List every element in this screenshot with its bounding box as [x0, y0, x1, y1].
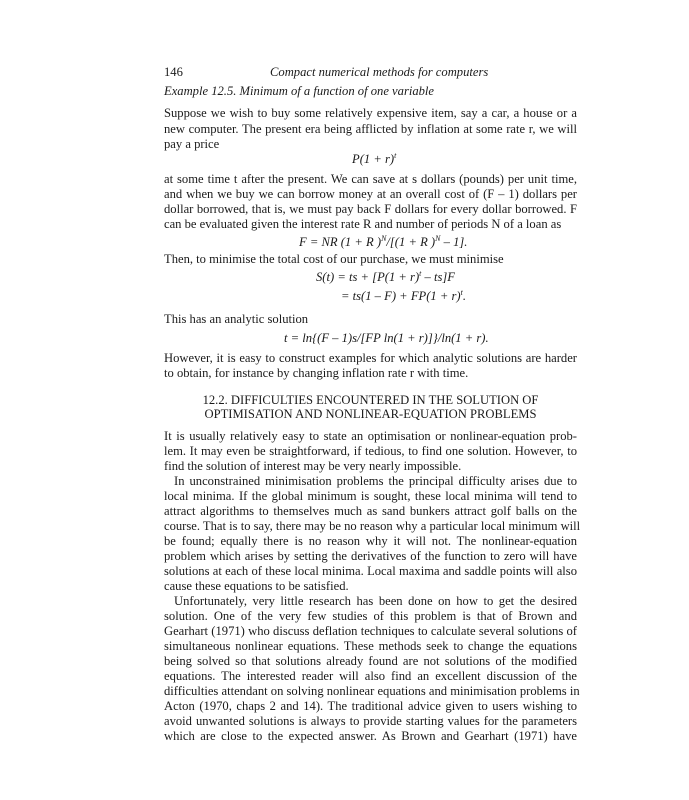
equation-price: $P(1 + r)^t$ — [352, 151, 397, 166]
text-line: solution. One of the very few studies of this problem is that of Brown and — [164, 609, 577, 623]
text-line: and when we buy we can borrow money at an overall cost of (F – 1) dollars per — [164, 187, 577, 201]
running-title: Compact numerical methods for computers — [270, 65, 489, 79]
text-line: being solved so that solutions already found are not solutions of the modified — [164, 654, 577, 668]
text-line: equations. The interested reader will also find an excellent discussion of the — [164, 669, 577, 683]
text-line: problem which arises by setting the derivatives of the function to zero will have — [164, 549, 577, 563]
text-line: avoid unwanted solutions is always to provide starting values for the parameters — [164, 714, 577, 728]
text-line: cause these equations to be satisfied. — [164, 579, 349, 593]
text-line: However, it is easy to construct examples for which analytic solutions are harder — [164, 351, 577, 365]
text-line: It is usually relatively easy to state an optimisation or nonlinear-equation prob- — [164, 429, 577, 443]
equation-F: F = NR (1 + R )$^N$/[(1 + R )$^N$ – 1]. — [299, 234, 468, 249]
text-line: difficulties attendant on solving nonlinear equations and minimisation problems in — [164, 684, 580, 698]
text-line: find the solution of interest may be very nearly impossible. — [164, 459, 462, 473]
equation-S-line1: S(t) = ts + $[P(1 + r)^t - ts]F$ — [316, 269, 455, 284]
text-line: attract algorithms to themselves much as sand bunkers attract golf balls on the — [164, 504, 577, 518]
text-line: local minima. If the global minimum is sought, these local minima will tend to — [164, 489, 577, 503]
text-line: In unconstrained minimisation problems the principal difficulty arises due to — [174, 474, 577, 488]
text-line: dollar borrowed, that is, we must pay back F dollars for every dollar borrowed. F — [164, 202, 577, 216]
text-line: lem. It may even be straightforward, if tedious, to find one solution. However, to — [164, 444, 577, 458]
paragraph-4: This has an analytic solution — [164, 312, 309, 326]
page-number: 146 — [164, 65, 183, 79]
text-line: be found; equally there is no reason why it will not. The nonlinear-equation — [164, 534, 577, 548]
text-line: simultaneous nonlinear equations. These methods seek to change the equations — [164, 639, 577, 653]
equation-t: t = ln{(F – 1)s/[FP ln(1 + r)]}/ln(1 + r). — [284, 331, 489, 345]
text-line: Unfortunately, very little research has been done on how to get the desired — [174, 594, 577, 608]
equation-S-line2: = $ts(1 - F) + FP(1 + r)^t$. — [341, 288, 466, 303]
text-line: Acton (1970, chaps 2 and 14). The traditional advice given to users wishing to — [164, 699, 577, 713]
paragraph-3: Then, to minimise the total cost of our purchase, we must minimise — [164, 252, 504, 266]
text-line: Suppose we wish to buy some relatively expensive item, say a car, a house or a — [164, 106, 577, 120]
text-line: at some time t after the present. We can save at s dollars (pounds) per unit time, — [164, 172, 577, 186]
text-line: new computer. The present era being afflicted by inflation at some rate r, we will — [164, 122, 577, 136]
example-title: Example 12.5. Minimum of a function of one variable — [164, 84, 435, 98]
text-line: which are close to the expected answer. As Brown and Gearhart (1971) have — [164, 729, 577, 743]
heading-line: OPTIMISATION AND NONLINEAR-EQUATION PROBLEMS — [204, 407, 537, 421]
text-line: solutions at each of these local minima. Local maxima and saddle points will also — [164, 564, 577, 578]
heading-line: 12.2. DIFFICULTIES ENCOUNTERED IN THE SOLUTION OF — [202, 393, 539, 407]
text-line: to obtain, for instance by changing inflation rate r with time. — [164, 366, 469, 380]
text-line: can be evaluated given the interest rate R and number of periods N of a loan as — [164, 217, 562, 231]
text-line: pay a price — [164, 137, 220, 151]
text-line: course. That is to say, there may be no reason why a particular local minimum will — [164, 519, 581, 533]
text-line: Gearhart (1971) who discuss deflation techniques to calculate several solutions of — [164, 624, 577, 638]
